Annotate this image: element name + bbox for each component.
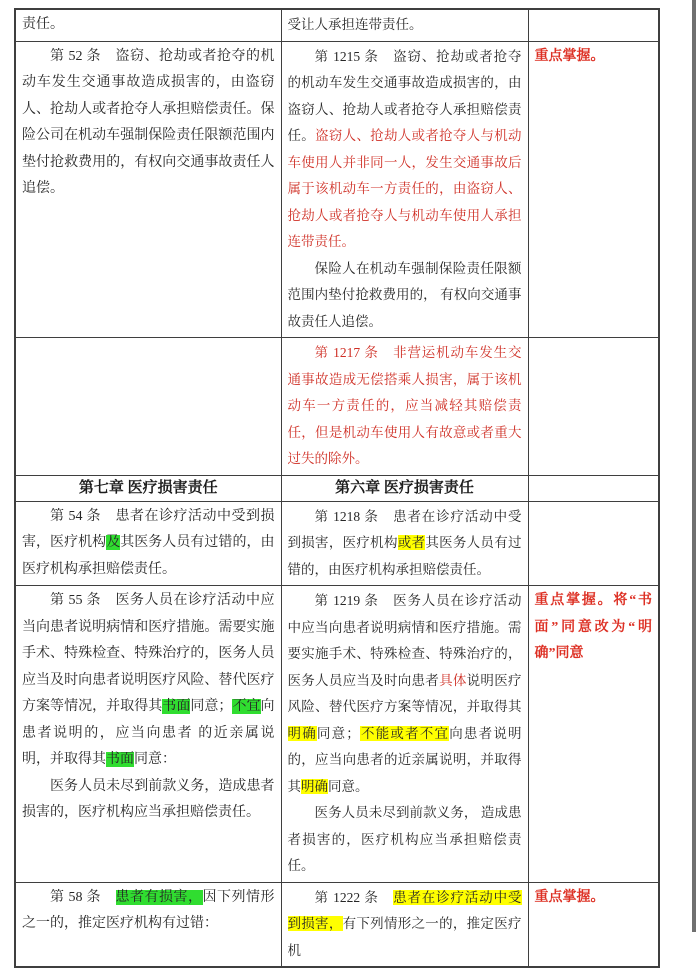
cell-old-law <box>15 41 281 338</box>
body-text: 因下列情形之一的，推定医疗机构有过错： <box>22 889 275 931</box>
cell-old-law <box>15 9 281 41</box>
cell-new-law <box>281 41 528 338</box>
highlighted-text-yellow: 不能或者不宜 <box>359 725 450 741</box>
body-text: 第 1215 条 盗窃、抢劫或者抢夺的机动车发生交通事故造成损害的，由盗窃人、抢劫人或者抢夺人承担赔偿责任。 <box>287 48 522 143</box>
body-text: 第七章 医疗损害责任 <box>78 479 218 496</box>
table-row-chapter-heading <box>15 475 659 501</box>
body-text: 受让人承担连带责任。 <box>287 17 423 32</box>
body-text: 第 1219 条 医务人员在诊疗活动中应当向患者说明病情和医疗措施。需要实施手术、特殊检查、特殊治疗的，医务人员应当及时向患者 <box>287 593 522 688</box>
chapter-heading-old <box>15 475 281 501</box>
body-text: 第 1222 条 <box>314 889 394 905</box>
cell-old-law <box>15 586 281 883</box>
cell-note <box>528 882 659 967</box>
highlighted-text-green: 书面 <box>162 699 191 714</box>
table-row-article-58-1222 <box>15 882 659 967</box>
body-text: 保险人在机动车强制保险责任限额范围内垫付抢救费用的， 有权向交通事故责任人追偿。 <box>287 260 522 329</box>
highlighted-text-yellow: 明确 <box>287 725 317 741</box>
body-text: 说明医疗风险、替代医疗方案等情况，并取得其 <box>287 672 522 714</box>
body-text: 医务人员未尽到前款义务， 造成患者损害的，医疗机构应当承担赔偿责任。 <box>287 805 522 873</box>
highlighted-text-yellow: 明确 <box>301 778 328 794</box>
body-text: 第六章 医疗损害责任 <box>335 479 474 496</box>
cell-new-law <box>281 338 528 476</box>
body-text: 第 54 条 患者在诊疗活动中受到损害，医疗机构 <box>22 508 275 550</box>
body-text: 其医务人员有过错的，由医疗机构承担赔偿责任。 <box>287 535 522 577</box>
red-annotation-text: 重点掌握。 <box>534 889 605 905</box>
cell-note <box>528 338 659 476</box>
cell-note <box>528 9 659 41</box>
red-annotation-text: 重点掌握。将“书面”同意改为“明确”同意 <box>534 593 652 661</box>
body-text: 有下列情形之一的，推定医疗机 <box>287 916 522 958</box>
highlighted-text-yellow: 或者 <box>397 535 426 550</box>
body-text: 其医务人员有过错的，由医疗机构承担赔偿责任。 <box>22 535 275 577</box>
highlighted-text-green: 不宜 <box>232 699 261 714</box>
body-text: 第 52 条 盗窃、抢劫或者抢夺的机动车发生交通事故造成损害的，由盗窃人、抢劫人或者抢夺人承担赔偿责任。保险公司在机动车强制保险责任限额范围内垫付抢救费用的，有权向交通事故责任人追偿。 <box>22 48 275 196</box>
body-text: 同意； <box>316 725 360 741</box>
table-row-article-1217 <box>15 338 659 476</box>
cell-new-law <box>281 501 528 586</box>
law-comparison-table <box>14 8 660 968</box>
body-text: 同意。 <box>328 778 369 794</box>
body-text: 向患者说明的，应当向患者的近亲属说明，并取得其 <box>287 725 522 794</box>
highlighted-text-green: 患者有损害， <box>115 889 203 905</box>
red-annotation-text: 第 1217 条 非营运机动车发生交通事故造成无偿搭乘人损害，属于该机动车一方责任的，应当减轻其赔偿责任，但是机动车使用人有故意或者重大过失的除外。 <box>287 345 522 466</box>
cell-note <box>528 586 659 883</box>
cell-new-law <box>281 9 528 41</box>
body-text: 医务人员未尽到前款义务，造成患者损害的，医疗机构应当承担赔偿责任。 <box>22 778 275 820</box>
body-text: 同意： <box>134 752 176 767</box>
cell-note <box>528 501 659 586</box>
cell-note <box>528 41 659 338</box>
cell-old-law <box>15 338 281 476</box>
chapter-heading-new <box>281 475 528 501</box>
highlighted-text-green: 及 <box>106 535 121 550</box>
body-text: 第 55 条 医务人员在诊疗活动中应当向患者说明病情和医疗措施。需要实施手术、特殊检查、特殊治疗的，医务人员应当及时向患者说明医疗风险、替代医疗方案等情况，并取得其 <box>22 593 275 714</box>
table-row-article-52-1215 <box>15 41 659 338</box>
body-text: 第 58 条 <box>50 889 116 905</box>
table-row-article-55-1219 <box>15 586 659 883</box>
cell-note <box>528 475 659 501</box>
red-annotation-text: 盗窃人、抢劫人或者抢夺人与机动车使用人并非同一人，发生交通事故后属于该机动车一方责任的，由盗窃人、抢劫人或者抢夺人与机动车使用人承担连带责任。 <box>287 128 522 249</box>
red-annotation-text: 具体 <box>439 672 467 688</box>
body-text: 第 1218 条 患者在诊疗活动中受到损害，医疗机构 <box>287 508 522 550</box>
cell-old-law <box>15 882 281 967</box>
body-text: 责任。 <box>22 17 64 32</box>
body-text: 向患者说明的，应当向患者 的近亲属说明，并取得其 <box>22 699 275 767</box>
highlighted-text-green: 书面 <box>106 752 134 767</box>
cell-new-law <box>281 882 528 967</box>
highlighted-text-yellow: 患者在诊疗活动中受到损害， <box>287 889 522 931</box>
table-row-continuation <box>15 9 659 41</box>
red-annotation-text: 重点掌握。 <box>534 48 605 64</box>
cell-new-law <box>281 586 528 883</box>
page-edge-shadow <box>692 0 696 932</box>
cell-old-law <box>15 501 281 586</box>
body-text: 同意； <box>190 699 233 714</box>
table-row-article-54-1218 <box>15 501 659 586</box>
